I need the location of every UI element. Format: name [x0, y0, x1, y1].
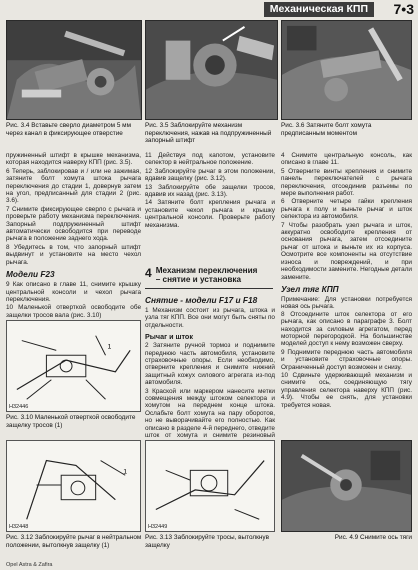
paragraph-10-col3: 10 Сдвиньте удерживающий механизм и снимите ось, соединяющую тягу управления селектора наверху КПП (рис. 4.9). Чтобы ее снять, для установки требуется новая. — [281, 371, 412, 409]
figure-3-10-drawing — [6, 320, 141, 412]
tie-rod-heading: Узел тяг КПП — [281, 283, 339, 294]
section-title: Механизм переключения – снятие и установка — [155, 266, 258, 284]
section-4-heading — [145, 266, 273, 289]
paragraph-14: 14 Затяните болт крепления рычага и установите чехол рычага и крышку центральной консоли. Проверьте работу механизма. — [145, 199, 275, 229]
paragraph-10: 10 Маленькой отверткой освободите обе защелки тросов вала (рис. 3.10) — [6, 304, 141, 319]
section-rule — [145, 288, 273, 289]
figure-3-12-drawing — [6, 440, 141, 532]
paragraph-13: 13 Заблокируйте обе защелки тросов, вдавив их назад (рис. 3.13). — [145, 183, 275, 199]
paragraph-8: 8 Убедитесь в том, что запорный штифт выдвинут и установите на место чехол рычага. — [6, 243, 141, 266]
paragraph-7: 7 Снимите фиксирующее сверло с рычага и проверьте работу механизма переключения. Запорный подпружиненный штифт автоматически освободится при переводе рычага в положение заднего хода. — [6, 205, 141, 243]
figure-4-9-caption: Рис. 4.9 Снимите ось тяги — [334, 534, 412, 541]
figure-3-12-id: H32448 — [9, 524, 29, 530]
paragraph-2: 2 Затяните ручной тормоз и поднимите переднюю часть автомобиля, установите страховочные опоры. Если необходимо, отверните крепления и снимите нижний защитный кожух силового агрегата из-под автомобиля. — [145, 342, 275, 387]
models-heading: Модели F23 — [6, 269, 55, 280]
column-2-text-bottom — [145, 292, 275, 448]
column-2-text-top — [145, 152, 275, 230]
figure-4-9-photo — [281, 440, 412, 532]
paragraph-6: 6 Теперь, заблокировав и / или не зажимая, затяните болт хомута штока рычага переключения до стадии 1, довернув затем на угол, предписанный для стадии 2 (рис. 3.6). — [6, 167, 141, 205]
svg-text:1: 1 — [107, 343, 112, 351]
figure-3-4-photo — [6, 20, 142, 120]
figure-3-6-caption: Рис. 3.6 Затяните болт хомута предписанным моментом — [281, 122, 372, 137]
figure-3-10-id: H32446 — [9, 404, 29, 410]
page-header — [0, 0, 418, 20]
paragraph-6-col3: 6 Отверните четыре гайки крепления рычага к полу и выньте рычаг и шток селектора из автомобиля. — [281, 198, 412, 221]
paragraph-intro: пружиненный штифт в крышке механизма, которая находится наверху КПП (рис. 3.5). — [6, 152, 141, 167]
figure-3-13-id: H32449 — [148, 524, 168, 530]
figure-3-6-photo — [281, 20, 412, 120]
paragraph-1: 1 Механизм состоит из рычага, штока и узла тяг КПП. Все они могут быть сняты по отдельности. — [145, 307, 275, 329]
chapter-title: Механическая КПП — [264, 2, 374, 17]
paragraph-3: 3 Краской или маркером нанесите метки совмещения между штоком селектора и хомутом на переднем конце штока. Ослабьте болт хомута на пару оборотов, но не выворачивайте его полностью. Как описано в разделе 4-й переднего, отведите шток от хомута и снимите резиновый — [145, 387, 275, 440]
figure-3-12-caption: Рис. 3.12 Заблокируйте рычаг в нейтральном положении, вытолкнув защелку (1) — [6, 534, 142, 549]
paragraph-8-col3: 8 Отсоедините шток селектора от его рычага, как описано в параграфе 3. Болт находится за силовым агрегатом, перед моторной перегородкой. На большинстве моделей доступ к нему возможен сверху. — [281, 310, 412, 348]
figure-3-13-drawing — [145, 440, 275, 532]
paragraph-7-col3: 7 Чтобы разобрать узел рычага и шток, аккуратно освободите крепления от основания рычага, затем отсоедините рычаг от штока и выньте их из корпуса. Осмотрите все компоненты на отсутствие износа и повреждений, и при необходимости замените. Негодные детали замените. — [281, 221, 412, 281]
lever-heading: Рычаг и шток — [145, 332, 193, 342]
removal-heading: Снятие - модели F17 и F18 — [145, 295, 258, 305]
paragraph-11: 11 Действуя под капотом, установите селектор в нейтральное положение. — [145, 152, 275, 167]
note: Примечание: Для установки потребуется новая ось рычага. — [281, 295, 412, 311]
column-3-text — [281, 152, 412, 410]
figure-3-4-caption: Рис. 3.4 Вставьте сверло диаметром 5 мм через канал в фиксирующее отверстие — [6, 122, 131, 137]
page-number: 7•3 — [393, 1, 414, 17]
svg-text:1: 1 — [123, 468, 128, 476]
figure-3-10-caption: Рис. 3.10 Маленькой отверткой освободите защелку тросов (1) — [6, 414, 136, 429]
paragraph-9: 9 Как описано в главе 11, снимите крышку центральной консоли и чехол рычага переключения. — [6, 281, 141, 303]
footer-model: Opel Astra & Zafira — [6, 562, 53, 568]
figure-3-13-caption: Рис. 3.13 Заблокируйте тросы, вытолкнув защелку — [145, 534, 270, 549]
figure-3-5-photo — [145, 20, 278, 120]
paragraph-12: 12 Заблокируйте рычаг в этом положении, вдавив защелку (рис. 3.12). — [145, 167, 275, 183]
column-1-text — [6, 152, 141, 320]
paragraph-4: 4 Снимите центральную консоль, как описано в главе 11. — [281, 152, 412, 167]
paragraph-5: 5 Отверните винты крепления и снимите панель переключателей с рычага переключения, отсоединив разъемы по мере выполнения работ. — [281, 167, 412, 198]
section-number: 4 — [145, 266, 152, 280]
figure-3-5-caption: Рис. 3.5 Заблокируйте механизм переключения, нажав на подпружиненный запорный штифт — [145, 122, 272, 145]
paragraph-9-col3: 9 Поднимите переднюю часть автомобиля и установите страховочные опоры. Ограниченный доступ возможен и снизу. — [281, 348, 412, 371]
